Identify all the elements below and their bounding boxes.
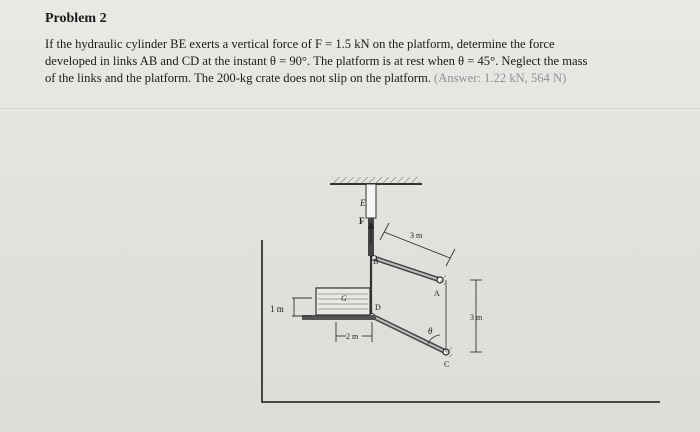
label-dim-horizontal: 2 m (346, 332, 359, 341)
answer-text: (Answer: 1.22 kN, 564 N) (434, 71, 567, 85)
label-dim-link: 3 m (410, 231, 423, 240)
label-dim-crate: 1 m (270, 304, 284, 314)
dimension-link-3m (380, 223, 455, 266)
wall-and-ground (262, 240, 660, 402)
label-B: B (373, 257, 379, 266)
statement-line-2: developed in links AB and CD at the instant θ = 90°. The platform is at rest when θ = 45°. Neglect the mass (45, 54, 588, 68)
label-D: D (375, 303, 381, 312)
statement-line-1: If the hydraulic cylinder BE exerts a vertical force of F = 1.5 kN on the platform, determine the force (45, 37, 555, 51)
label-G: G (341, 294, 347, 303)
label-E: E (360, 198, 366, 208)
dimension-crate-1m (292, 298, 312, 316)
statement-line-3-text: of the links and the platform. The 200-kg crate does not slip on the platform. (45, 71, 431, 85)
label-F: F (359, 216, 365, 226)
problem-title: Problem 2 (45, 11, 107, 26)
link-AB (374, 258, 440, 280)
label-theta: θ (428, 326, 433, 336)
label-A: A (434, 289, 440, 298)
label-C: C (444, 360, 450, 369)
platform (302, 315, 376, 320)
link-CD (372, 316, 446, 352)
ceiling-support (330, 177, 422, 184)
label-dim-vertical: 3 m (470, 313, 483, 322)
pin-A (437, 275, 446, 285)
